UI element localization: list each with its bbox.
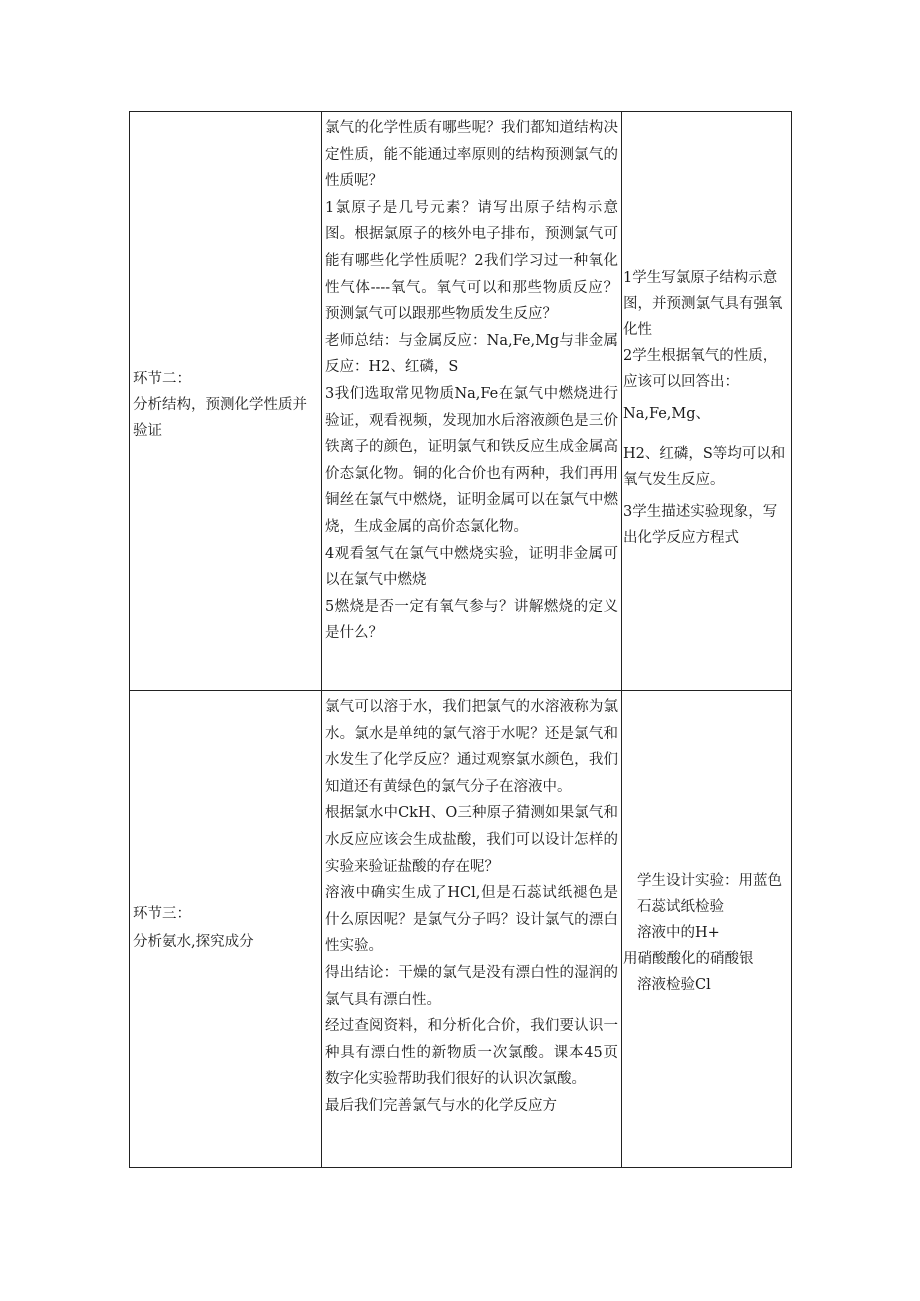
teacher-activity-text: 氯气可以溶于水，我们把氯气的水溶液称为氯水。氯水是单纯的氯气溶于水呢？还是氯气和水发生了化学反应？通过观察氯水颜色，我们知道还有黄绿色的氯气分子在溶液中。 根据氯水中CkH、O三种原子猜测如果氯气和水反应应该会生成盐酸，我们可以设计怎样的实验来验证盐酸的存在呢？ 溶液中确实生成了HCl,但是石蕊试纸褪色是什么原因呢？是氯气分子吗？设计氯气的漂白性实验。 得出结论：干燥的氯气是没有漂白性的湿润的氯气具有漂白性。 经过查阅资料，和分析化合价，我们要认识一种具有漂白性的新物质一次氯酸。课本45页数字化实验帮助我们很好的认识次氯酸。 最后我们完善氯气与水的化学反应方: [325, 699, 618, 1114]
student-activity-cell: [622, 112, 792, 691]
stage-cell: [130, 112, 322, 691]
table-row: [130, 691, 792, 1168]
student-activity-text: 学生设计实验：用蓝色石蕊试纸检验 溶液中的H+ 用硝酸酸化的硝酸银 溶液检验Cl: [623, 873, 782, 993]
stage-label: 环节三： 分析氨水,探究成分: [133, 906, 254, 950]
table-row: [130, 112, 792, 691]
lesson-table: [129, 111, 792, 1168]
teacher-activity-cell: [322, 691, 622, 1168]
student-activity-cell: [622, 691, 792, 1168]
stage-label: 环节二： 分析结构，预测化学性质并 验证: [133, 371, 307, 439]
stage-cell: [130, 691, 322, 1168]
teacher-activity-cell: [322, 112, 622, 691]
student-activity-text: 1学生写氯原子结构示意图，并预测氯气具有强氧化性 2学生根据氧气的性质，应该可以回答出： Na,Fe,Mg、 H2、红磷，S等均可以和氧气发生反应。 3学生描述实验现象，写出化学反应方程式: [623, 270, 786, 546]
teacher-activity-text: 氯气的化学性质有哪些呢？我们都知道结构决定性质，能不能通过率原则的结构预测氯气的性质呢？ 1氯原子是几号元素？请写出原子结构示意图。根据氯原子的核外电子排布，预测氯气可能有哪些化学性质呢？2我们学习过一种氧化性气体----氧气。氧气可以和那些物质反应？预测氯气可以跟那些物质发生反应？ 老师总结：与金属反应：Na,Fe,Mg与非金属反应：H2、红磷，S 3我们选取常见物质Na,Fe在氯气中燃烧进行验证，观看视频，发现加水后溶液颜色是三价铁离子的颜色，证明氯气和铁反应生成金属高价态氯化物。铜的化合价也有两种，我们再用铜丝在氯气中燃烧，证明金属可以在氯气中燃烧，生成金属的高价态氯化物。 4观看氢气在氯气中燃烧实验，证明非金属可以在氯气中燃烧 5燃烧是否一定有氧气参与？讲解燃烧的定义是什么？: [325, 120, 618, 642]
